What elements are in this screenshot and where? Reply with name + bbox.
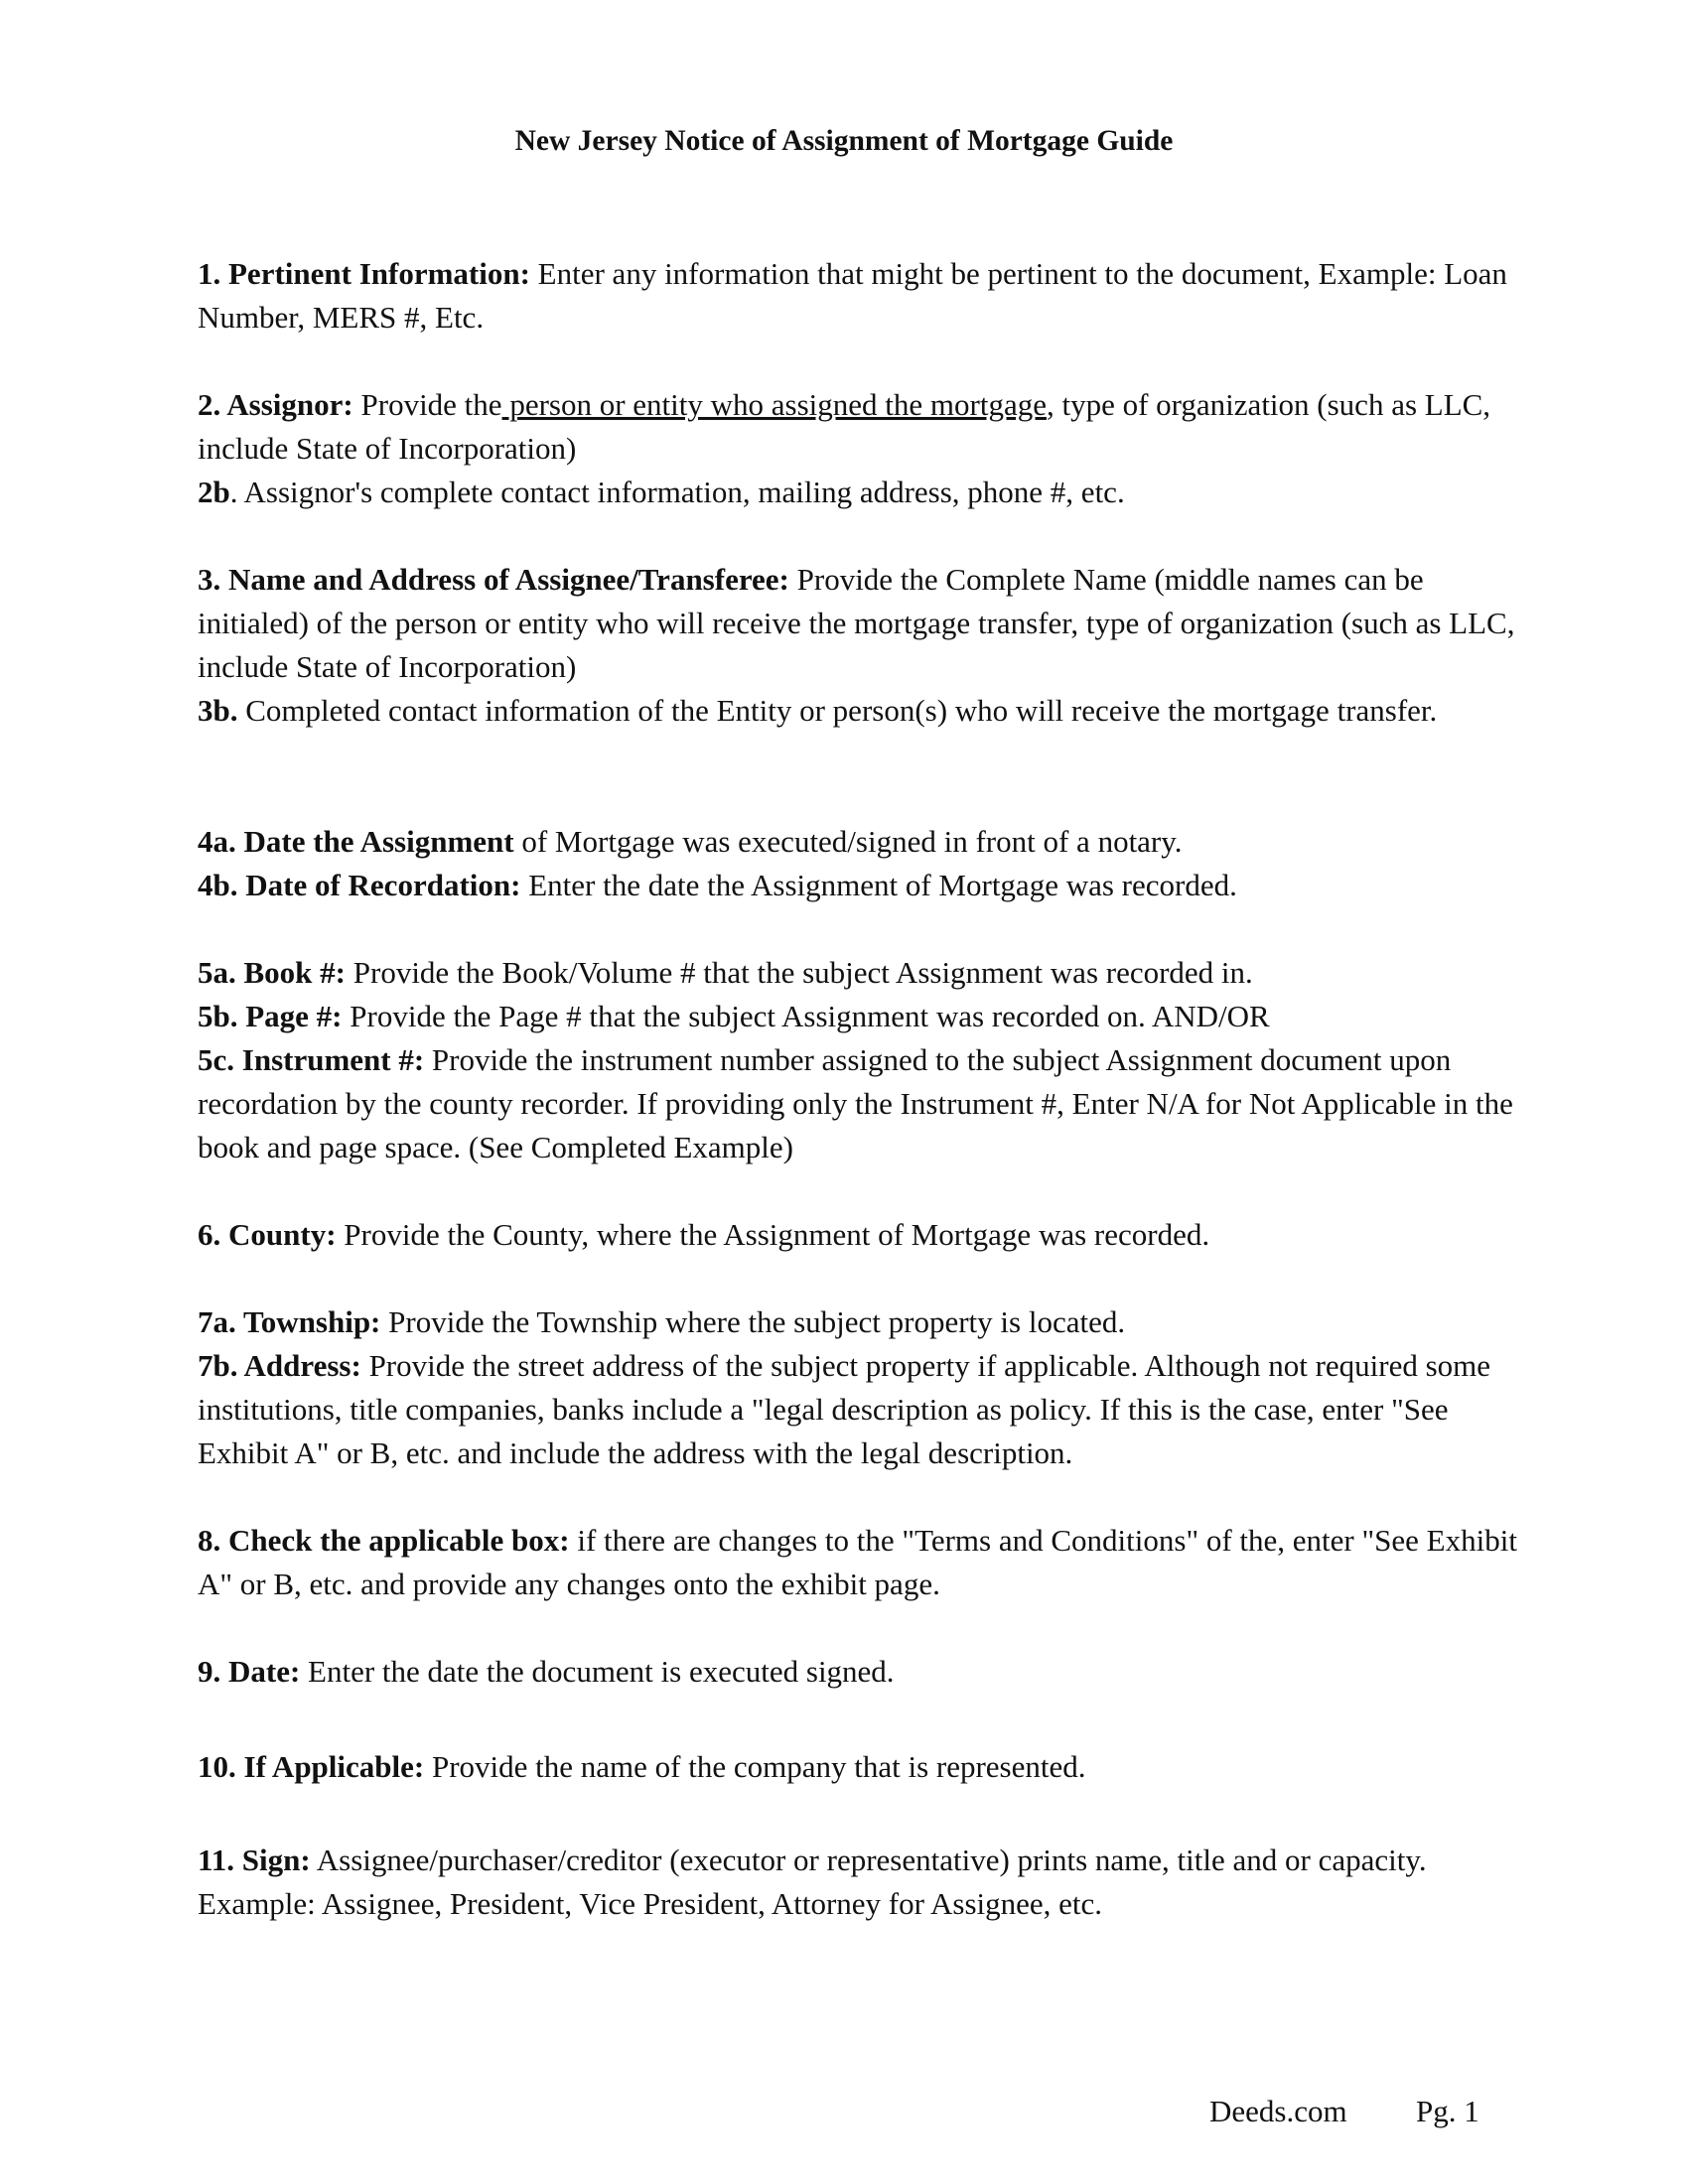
- document-title: New Jersey Notice of Assignment of Mortgage Guide: [514, 125, 1174, 157]
- section-if-applicable: [198, 1745, 1518, 1789]
- section-text: Assignee/purchaser/creditor (executor or representative) prints name, title and or capacity. Example: Assignee, President, Vice President, Attorney for Assignee, etc.: [198, 1843, 1427, 1921]
- section-assignee-contact: [198, 689, 1518, 733]
- section-date-recordation: [198, 864, 1518, 907]
- section-text: if there are changes to the "Terms and Conditions" of the, enter "See Exhibit A" or B, etc. and provide any changes onto the exhibit page.: [198, 1523, 1517, 1601]
- section-pertinent-information: [198, 252, 1518, 340]
- section-check-box: [198, 1519, 1518, 1606]
- section-label: 9. Date:: [198, 1654, 301, 1689]
- section-text: Provide the Complete Name (middle names can be initialed) of the person or entity who will receive the mortgage transfer, type of organization (such as LLC, include State of Incorporation): [198, 562, 1515, 684]
- section-book-number: [198, 951, 1518, 995]
- section-sign: [198, 1839, 1518, 1926]
- section-assignee: [198, 558, 1518, 689]
- section-text: Provide the Township where the subject property is located.: [380, 1304, 1126, 1339]
- section-label: 8. Check the applicable box:: [198, 1523, 570, 1558]
- section-address: [198, 1344, 1518, 1475]
- section-label: 5c. Instrument #:: [198, 1042, 425, 1077]
- section-text: Provide the County, where the Assignment of Mortgage was recorded.: [336, 1217, 1210, 1252]
- section-instrument-number: [198, 1038, 1518, 1169]
- section-label: 3b.: [198, 693, 238, 728]
- section-label: 1. Pertinent Information:: [198, 256, 530, 291]
- section-assignor: [198, 383, 1518, 471]
- section-text: Provide the Page # that the subject Assignment was recorded on. AND/OR: [342, 999, 1270, 1033]
- section-text: Enter the date the document is executed signed.: [300, 1654, 895, 1689]
- section-label: 2. Assignor:: [198, 387, 353, 422]
- section-text: Provide the: [352, 387, 502, 422]
- section-county: [198, 1213, 1518, 1257]
- underlined-phrase: person or entity who assigned the mortgage: [501, 387, 1047, 422]
- section-assignor-contact: [198, 471, 1518, 514]
- section-township: [198, 1300, 1518, 1344]
- section-text: Enter the date the Assignment of Mortgage was recorded.: [520, 868, 1237, 902]
- section-label: 6. County:: [198, 1217, 337, 1252]
- section-date: [198, 1650, 1518, 1694]
- section-text: Provide the street address of the subject property if applicable. Although not required some institutions, title companies, banks include a "legal description as policy. If this is the case, enter "See Exhibit A" or B, etc. and include the address with the legal description.: [198, 1348, 1491, 1470]
- section-label: 7a. Township:: [198, 1304, 381, 1339]
- section-label: 7b. Address:: [198, 1348, 361, 1383]
- section-label: 4b. Date of Recordation:: [198, 868, 521, 902]
- section-text: Provide the name of the company that is represented.: [424, 1749, 1086, 1784]
- section-label: 4a. Date the Assignment: [198, 824, 514, 859]
- section-label: 11. Sign:: [198, 1843, 311, 1877]
- section-text: Provide the instrument number assigned to the subject Assignment document upon recordation by the county recorder. If providing only the Instrument #, Enter N/A for Not Applicable in the book and page space. (See Completed Example): [198, 1042, 1513, 1164]
- section-date-assignment: [198, 820, 1518, 864]
- section-label: 10. If Applicable:: [198, 1749, 425, 1784]
- section-page-number: [198, 995, 1518, 1038]
- footer-site: Deeds.com: [1209, 2094, 1347, 2128]
- section-text: Completed contact information of the Entity or person(s) who will receive the mortgage transfer.: [237, 693, 1438, 728]
- section-text: Enter any information that might be pertinent to the document, Example: Loan Number, MERS #, Etc.: [198, 256, 1507, 335]
- section-text: of Mortgage was executed/signed in front of a notary.: [513, 824, 1183, 859]
- section-text: Provide the Book/Volume # that the subject Assignment was recorded in.: [346, 955, 1253, 990]
- section-label: 2b: [198, 475, 230, 509]
- section-text: , type of organization (such as LLC, include State of Incorporation): [198, 387, 1491, 466]
- section-text: . Assignor's complete contact information, mailing address, phone #, etc.: [229, 475, 1125, 509]
- footer-page-number: Pg. 1: [1416, 2094, 1479, 2128]
- section-label: 5b. Page #:: [198, 999, 343, 1033]
- section-label: 3. Name and Address of Assignee/Transferee:: [198, 562, 789, 597]
- section-label: 5a. Book #:: [198, 955, 346, 990]
